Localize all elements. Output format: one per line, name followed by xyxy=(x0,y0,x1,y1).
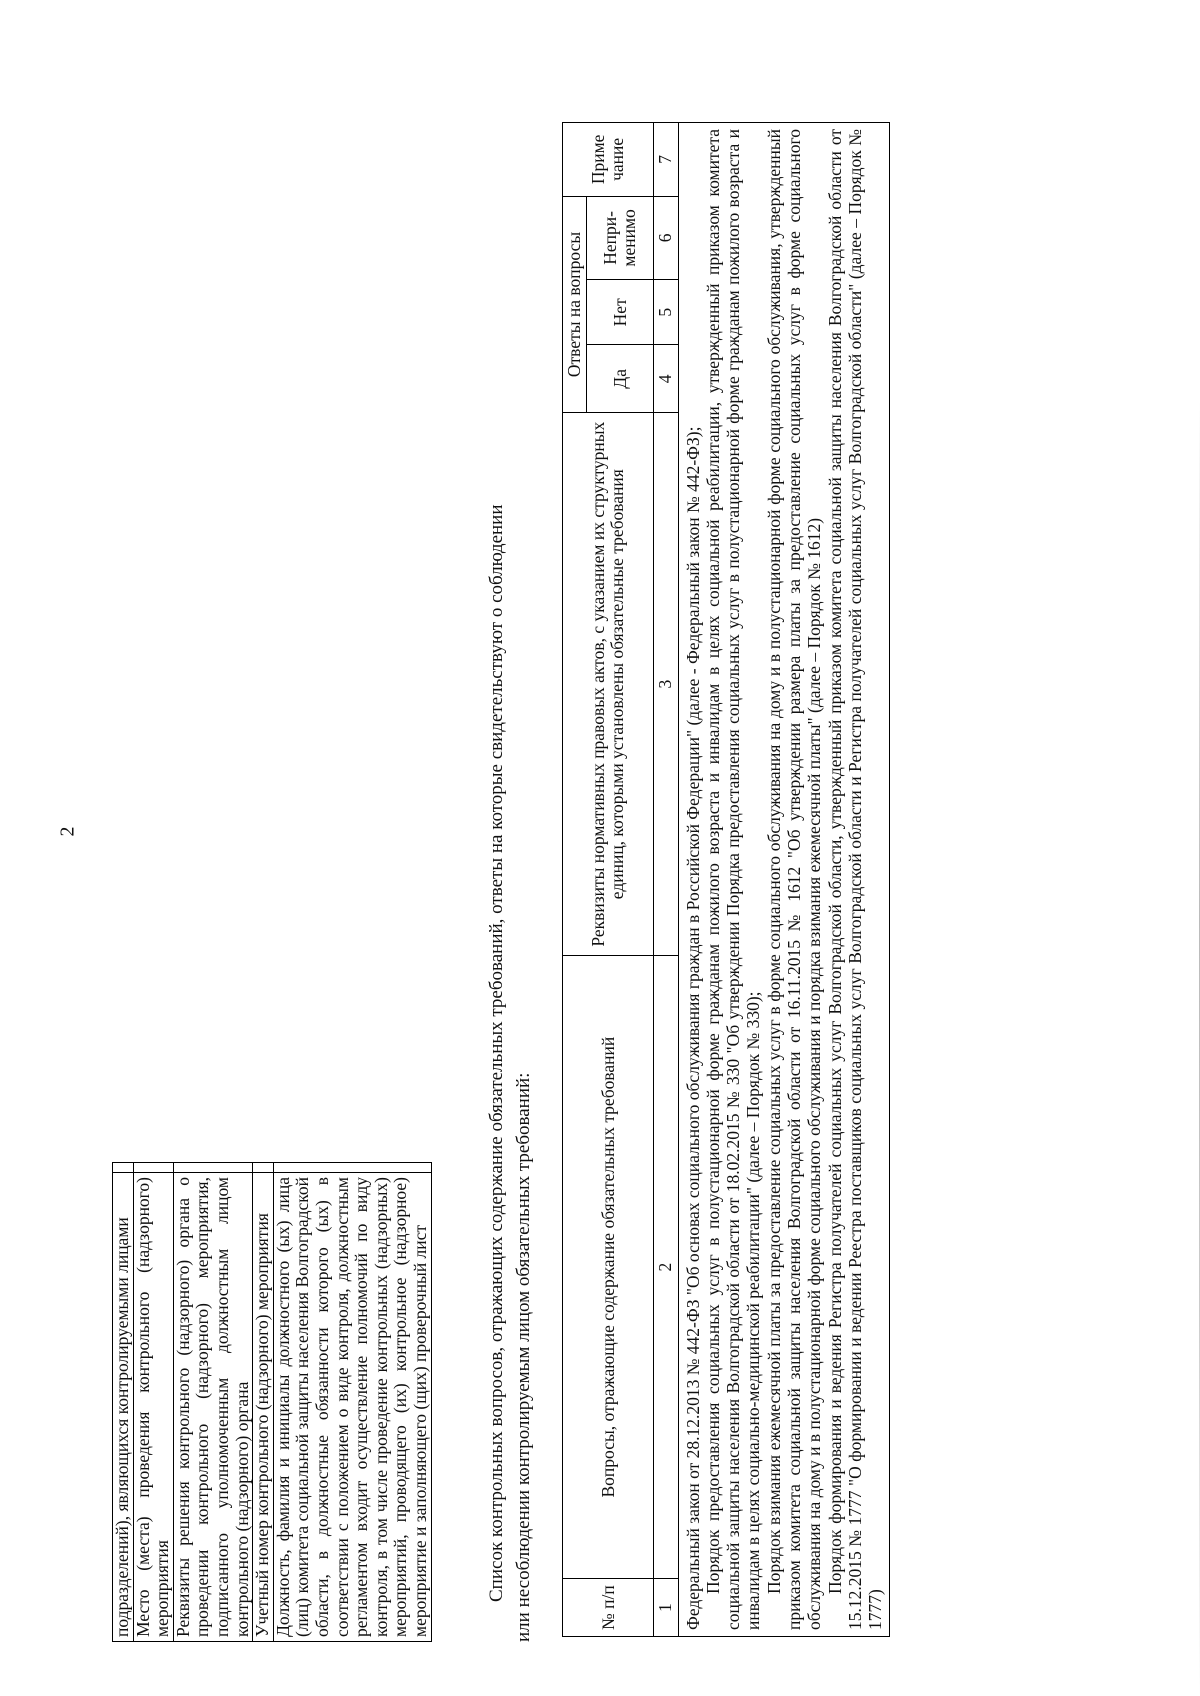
table-row xyxy=(113,1163,134,1642)
table-row xyxy=(173,1163,252,1642)
page-number: 2 xyxy=(56,826,79,837)
column-number: 4 xyxy=(654,345,678,413)
form-field-label: Учетный номер контрольного (надзорного) мероприятия xyxy=(253,1173,274,1642)
column-number: 1 xyxy=(654,1579,678,1637)
column-number: 6 xyxy=(654,196,678,279)
checklist-table xyxy=(562,122,890,1637)
table-header-row xyxy=(563,123,587,1637)
column-header-requisites: Реквизиты нормативных правовых актов, с указанием их структурных единиц, которыми установлены обязательные требования xyxy=(563,413,654,956)
column-header-not-applicable: Непри- менимо xyxy=(587,196,654,279)
column-number: 3 xyxy=(654,413,678,956)
column-header-no: Нет xyxy=(587,280,654,345)
legal-act-item: Порядок взимания ежемесячной платы за предоставление социальных услуг в форме социального обслуживания на дому и в полустационарной форме социального обслуживания, утвержденный приказом комитета социальной защиты населения Волгоградской области от 16.11.2015 № 1612 "Об утверждении размера платы за предоставление социальных услуг в форме социального обслуживания на дому и в полустационарной форме социального обслуживания и порядка взимания ежемесячной платы" (далее – Порядок № 1612) xyxy=(763,129,825,1630)
table-row xyxy=(273,1163,431,1642)
legal-act-item: Порядок формирования и ведения Регистра получателей социальных услуг Волгоградской области, утвержденный приказом комитета социальной защиты населения Волгоградской области от 15.12.2015 № 1777 "О формировании и ведении Реестра поставщиков социальных услуг Волгоградской области и Регистра получателей социальных услуг Волгоградской области" (далее – Порядок № 1777) xyxy=(824,129,886,1630)
column-header-yes: Да xyxy=(587,345,654,413)
intro-line-1: Список контрольных вопросов, отражающих содержание обязательных требований, ответы на которые свидетельствуют о соблюдении xyxy=(486,504,507,1602)
column-number-row xyxy=(654,123,678,1637)
form-field-value xyxy=(133,1163,173,1173)
legal-act-item: Федеральный закон от 28.12.2013 № 442-ФЗ "Об основах социального обслуживания граждан в Российской Федерации" (далее - Федеральный закон № 442-ФЗ); xyxy=(682,426,703,1630)
inspection-details-table xyxy=(112,1162,432,1642)
form-field-value xyxy=(273,1163,431,1173)
form-field-label: Реквизиты решения контрольного (надзорного) органа о проведении контрольного (надзорного) мероприятия, подписанного уполномоченным должностным лицом контрольного (надзорного) органа xyxy=(173,1173,252,1642)
form-field-value xyxy=(113,1163,134,1173)
form-field-value xyxy=(173,1163,252,1173)
column-header-answers: Ответы на вопросы xyxy=(563,196,587,413)
column-header-num: № п/п xyxy=(563,1579,654,1637)
form-field-value xyxy=(253,1163,274,1173)
column-number: 7 xyxy=(654,123,678,197)
column-number: 2 xyxy=(654,956,678,1579)
column-header-note: Приме чание xyxy=(563,123,654,197)
checklist-intro xyxy=(484,122,538,1642)
form-field-label: Место (места) проведения контрольного (надзорного) мероприятия xyxy=(133,1173,173,1642)
legal-act-item: Порядок предоставления социальных услуг в полустационарной форме гражданам пожилого возраста и инвалидам в целях социальной реабилитации, утвержденный приказом комитета социальной защиты населения Волгоградской области от 18.02.2015 № 330 "Об утверждении Порядка предоставления социальных услуг в полустационарной форме гражданам пожилого возраста и инвалидам в целях социально-медицинской реабилитации" (далее – Порядок № 330); xyxy=(702,129,764,1630)
legal-acts-legend xyxy=(678,123,890,1637)
rotated-page-content xyxy=(100,42,1100,1642)
legal-acts-row xyxy=(678,123,890,1637)
table-row xyxy=(253,1163,274,1642)
form-field-label: подразделений), являющихся контролируемыми лицами xyxy=(113,1173,134,1642)
intro-line-2: или несоблюдении контролируемым лицом обязательных требований: xyxy=(512,1072,534,1642)
column-header-questions: Вопросы, отражающие содержание обязательных требований xyxy=(563,956,654,1579)
form-field-label: Должность, фамилия и инициалы должностного (ых) лица (лиц) комитета социальной защиты населения Волгоградской области, в должностные обязанности которого (ых) в соответствии с положением о виде контроля, должностным регламентом входит осуществление полномочий по виду контроля, в том числе проведение контрольных (надзорных) мероприятий, проводящего (их) контрольное (надзорное) мероприятие и заполняющего (щих) проверочный лист xyxy=(273,1173,431,1642)
column-number: 5 xyxy=(654,280,678,345)
table-row xyxy=(133,1163,173,1642)
